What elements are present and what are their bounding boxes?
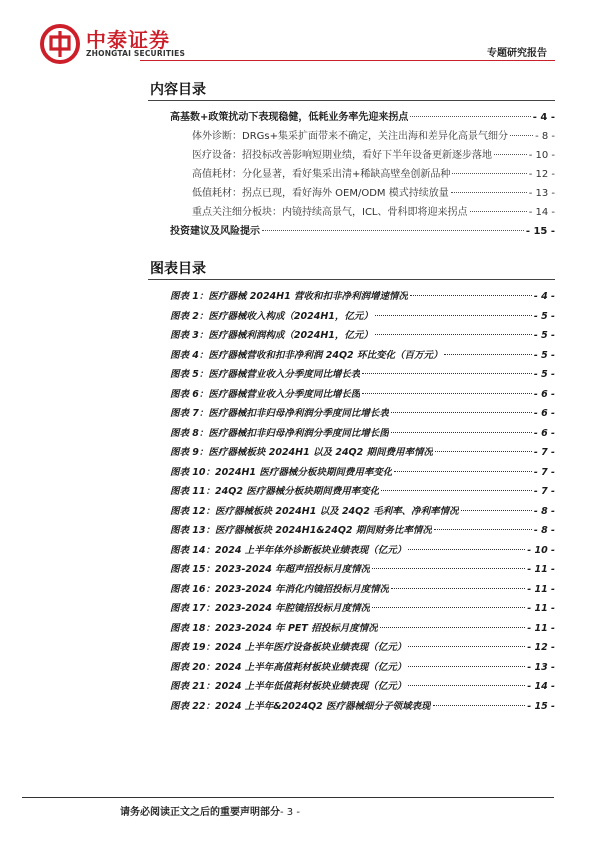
figure-entry-page: - 11 -: [527, 564, 555, 575]
figure-entry[interactable]: [170, 698, 555, 718]
dot-leader: [435, 451, 532, 452]
contents-entry-text: 重点关注细分板块：内镜持续高景气，ICL、骨科即将迎来拐点: [192, 207, 468, 218]
figure-entry[interactable]: [170, 288, 555, 308]
figure-entry[interactable]: [170, 464, 555, 484]
contents-entry[interactable]: [170, 108, 555, 127]
contents-entry-page: - 4 -: [532, 112, 555, 123]
dot-leader: [452, 173, 526, 174]
figure-entry-text: 图表 6：医疗器械营业收入分季度同比增长图: [170, 388, 361, 400]
figure-entry[interactable]: [170, 659, 555, 679]
dot-leader: [372, 568, 525, 569]
figure-entry[interactable]: [170, 405, 555, 425]
figures-list: [170, 288, 555, 717]
figure-entry-text: 图表 8：医疗器械扣非归母净利润分季度同比增长图: [170, 427, 389, 439]
contents-title: 内容目录: [150, 82, 206, 98]
dot-leader: [433, 705, 526, 706]
dot-leader: [375, 315, 532, 316]
contents-entry-text: 医疗设备：招投标改善影响短期业绩，看好下半年设备更新逐步落地: [192, 150, 492, 161]
figure-entry-text: 图表 19：2024 上半年医疗设备板块业绩表现（亿元）: [170, 642, 407, 653]
figure-entry-text: 图表 21：2024 上半年低值耗材板块业绩表现（亿元）: [170, 681, 407, 692]
dot-leader: [494, 154, 527, 155]
figure-entry[interactable]: [170, 581, 555, 601]
figure-entry-page: - 5 -: [533, 330, 555, 341]
figure-entry[interactable]: [170, 386, 555, 406]
figure-entry[interactable]: [170, 308, 555, 328]
contents-entry-text: 低值耗材：拐点已现，看好海外 OEM/ODM 模式持续放量: [192, 188, 449, 199]
figure-entry-page: - 12 -: [527, 642, 555, 653]
figures-title-rule: [148, 279, 555, 280]
dot-leader: [394, 471, 532, 472]
figure-entry-page: - 14 -: [527, 681, 555, 692]
dot-leader: [470, 211, 527, 212]
figure-entry[interactable]: [170, 678, 555, 698]
dot-leader: [408, 666, 525, 667]
dot-leader: [391, 412, 532, 413]
figure-entry-text: 图表 10：2024H1 医疗器械分板块期间费用率变化: [170, 466, 393, 478]
figure-entry-page: - 11 -: [527, 583, 555, 595]
contents-entry[interactable]: [170, 203, 555, 222]
dot-leader: [410, 116, 530, 117]
footer-divider: [22, 797, 554, 798]
contents-entry[interactable]: [170, 165, 555, 184]
figure-entry-page: - 8 -: [533, 525, 555, 536]
figure-entry[interactable]: [170, 522, 555, 542]
figure-entry-text: 图表 11：24Q2 医疗器械分板块期间费用率变化: [170, 486, 380, 497]
dot-leader: [461, 510, 532, 511]
figure-entry-page: - 5 -: [533, 310, 555, 322]
figure-entry-page: - 15 -: [527, 700, 555, 712]
figure-entry-page: - 5 -: [533, 369, 555, 380]
dot-leader: [391, 588, 525, 589]
contents-entry[interactable]: [170, 184, 555, 203]
figure-entry-text: 图表 9：医疗器械板块 2024H1 以及 24Q2 期间费用率情况: [170, 447, 434, 458]
dot-leader: [510, 135, 533, 136]
header-divider: [140, 60, 555, 61]
logo-english-name: ZHONGTAI SECURITIES: [86, 49, 186, 58]
figure-entry[interactable]: [170, 483, 555, 503]
dot-leader: [380, 627, 526, 628]
figure-entry-text: 图表 14：2024 上半年体外诊断板块业绩表现（亿元）: [170, 544, 407, 556]
figures-title: 图表目录: [150, 261, 206, 277]
contents-entry-page: - 13 -: [528, 188, 555, 199]
figure-entry[interactable]: [170, 503, 555, 523]
figure-entry-page: - 6 -: [533, 388, 555, 400]
figure-entry-text: 图表 18：2023-2024 年 PET 招投标月度情况: [170, 622, 378, 634]
dot-leader: [408, 549, 525, 550]
figure-entry-text: 图表 4：医疗器械营收和扣非净利润 24Q2 环比变化（百万元）: [170, 349, 443, 361]
footer-disclaimer: 请务必阅读正文之后的重要声明部分: [120, 807, 280, 818]
contents-entry-text: 投资建议及风险提示: [170, 226, 260, 237]
figure-entry-page: - 7 -: [533, 486, 555, 497]
zhongtai-logo-icon: [40, 24, 80, 64]
dot-leader: [444, 354, 531, 355]
figure-entry[interactable]: [170, 600, 555, 620]
figure-entry-page: - 10 -: [527, 544, 555, 556]
figure-entry-text: 图表 17：2023-2024 年腔镜招投标月度情况: [170, 603, 371, 614]
figure-entry-page: - 5 -: [533, 349, 555, 361]
figure-entry[interactable]: [170, 366, 555, 386]
dot-leader: [434, 529, 532, 530]
figure-entry-text: 图表 13：医疗器械板块 2024H1&24Q2 期间财务比率情况: [170, 525, 432, 536]
figure-entry-text: 图表 22：2024 上半年&2024Q2 医疗器械细分子领域表现: [170, 700, 431, 712]
figure-entry[interactable]: [170, 444, 555, 464]
contents-entry-page: - 10 -: [528, 150, 555, 161]
logo-chinese-name: 中泰证券: [86, 28, 170, 52]
figure-entry[interactable]: [170, 542, 555, 562]
contents-list: [170, 108, 555, 241]
dot-leader: [408, 646, 525, 647]
dot-leader: [372, 607, 525, 608]
contents-entry-page: - 8 -: [535, 131, 555, 142]
dot-leader: [391, 432, 532, 433]
figure-entry-page: - 11 -: [527, 603, 555, 614]
contents-title-rule: [148, 100, 555, 101]
contents-entry-text: 高值耗材：分化显著，看好集采出清+稀缺高壁垒创新品种: [192, 169, 451, 180]
report-type-label: 专题研究报告: [487, 48, 547, 59]
contents-entry[interactable]: [170, 222, 555, 241]
figure-entry-text: 图表 16：2023-2024 年消化内镜招投标月度情况: [170, 583, 390, 595]
contents-entry-page: - 12 -: [528, 169, 555, 180]
figure-entry-text: 图表 12：医疗器械板块 2024H1 以及 24Q2 毛利率、净利率情况: [170, 505, 459, 517]
figure-entry-page: - 7 -: [533, 466, 555, 478]
figure-entry-text: 图表 2：医疗器械收入构成（2024H1，亿元）: [170, 310, 373, 322]
figure-entry-text: 图表 1：医疗器械 2024H1 营收和扣非净利润增速情况: [170, 291, 409, 302]
dot-leader: [375, 334, 532, 335]
figure-entry[interactable]: [170, 620, 555, 640]
figure-entry-page: - 11 -: [527, 622, 555, 634]
dot-leader: [381, 490, 532, 491]
figure-entry-page: - 13 -: [527, 661, 555, 673]
figure-entry[interactable]: [170, 327, 555, 347]
dot-leader: [362, 393, 531, 394]
footer-page-number: - 3 -: [280, 807, 300, 818]
dot-leader: [410, 295, 532, 296]
contents-entry[interactable]: [170, 127, 555, 146]
page-footer: [120, 803, 300, 818]
figure-entry[interactable]: [170, 639, 555, 659]
dot-leader: [408, 685, 525, 686]
figure-entry[interactable]: [170, 425, 555, 445]
figure-entry-page: - 6 -: [533, 427, 555, 439]
page-header: [40, 18, 555, 63]
dot-leader: [362, 373, 531, 374]
contents-entry[interactable]: [170, 146, 555, 165]
figure-entry[interactable]: [170, 561, 555, 581]
contents-entry-text: 体外诊断：DRGs+集采扩面带来不确定，关注出海和差异化高景气细分: [192, 131, 508, 142]
figure-entry-text: 图表 15：2023-2024 年超声招投标月度情况: [170, 564, 371, 575]
contents-entry-text: 高基数+政策扰动下表现稳健，低耗业务率先迎来拐点: [170, 112, 409, 123]
figure-entry[interactable]: [170, 347, 555, 367]
figure-entry-page: - 7 -: [533, 447, 555, 458]
contents-entry-page: - 14 -: [528, 207, 555, 218]
figure-entry-page: - 4 -: [533, 291, 555, 302]
figure-entry-text: 图表 5：医疗器械营业收入分季度同比增长表: [170, 369, 361, 380]
contents-entry-page: - 15 -: [525, 226, 555, 237]
figure-entry-page: - 8 -: [533, 505, 555, 517]
dot-leader: [451, 192, 527, 193]
figure-entry-text: 图表 3：医疗器械利润构成（2024H1，亿元）: [170, 330, 373, 341]
figure-entry-text: 图表 7：医疗器械扣非归母净利润分季度同比增长表: [170, 408, 389, 419]
dot-leader: [262, 230, 524, 231]
figure-entry-text: 图表 20：2024 上半年高值耗材板块业绩表现（亿元）: [170, 661, 407, 673]
figure-entry-page: - 6 -: [533, 408, 555, 419]
